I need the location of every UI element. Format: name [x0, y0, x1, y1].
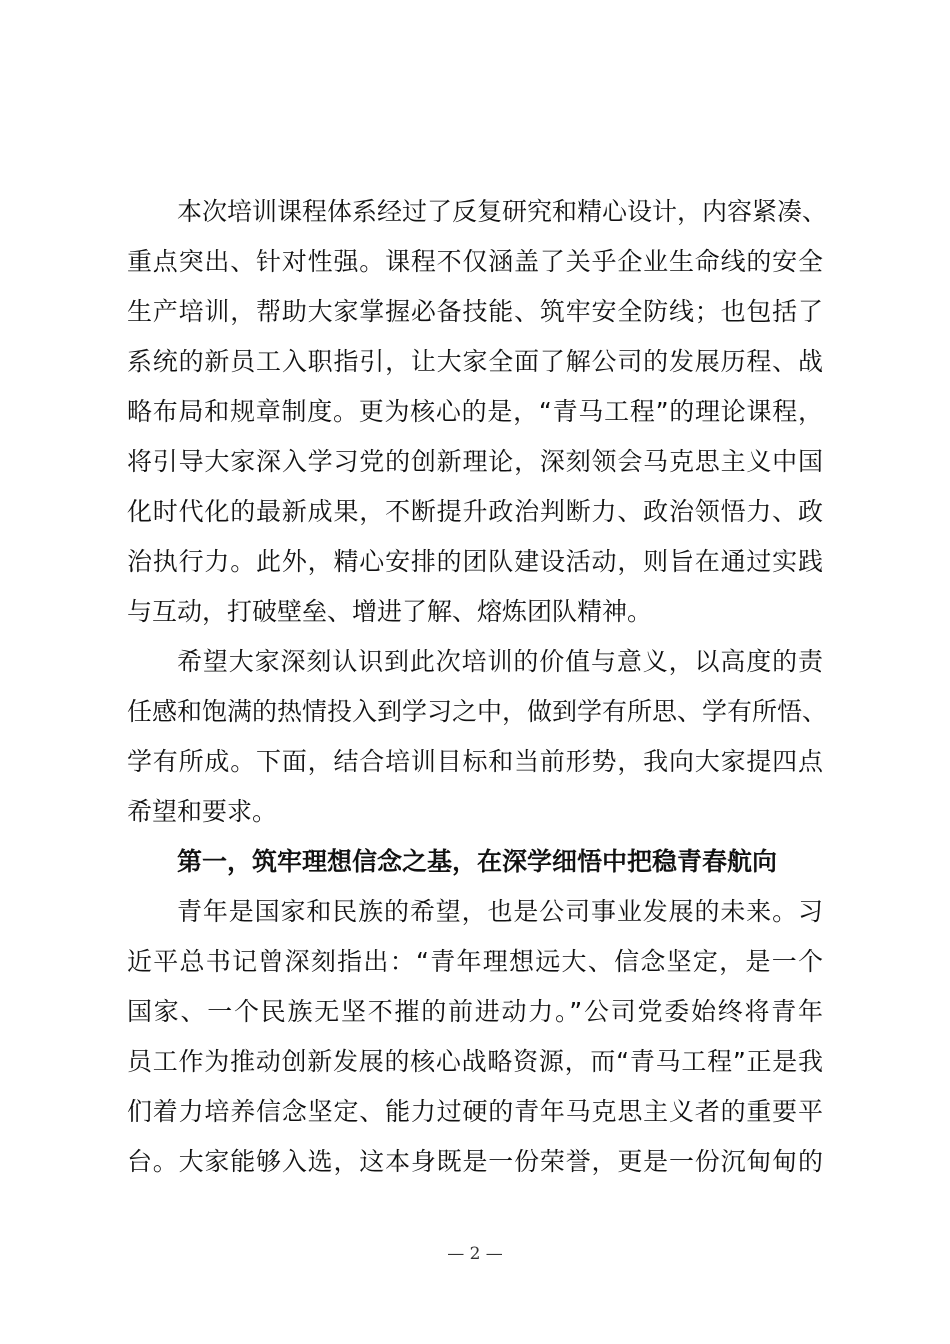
paragraph-line: 与互动，打破壁垒、增进了解、熔炼团队精神。: [127, 597, 653, 626]
paragraph-line: 治执行力。此外，精心安排的团队建设活动，则旨在通过实践: [127, 547, 823, 576]
paragraph-line: 希望和要求。: [127, 797, 278, 826]
paragraph-line: 生产培训，帮助大家掌握必备技能、筑牢安全防线；也包括了: [127, 297, 823, 326]
paragraph-line: 青年是国家和民族的希望，也是公司事业发展的未来。习: [177, 897, 823, 926]
document-body: [127, 187, 828, 1187]
paragraph-line: 学有所成。下面，结合培训目标和当前形势，我向大家提四点: [127, 747, 823, 776]
paragraph-line: 将引导大家深入学习党的创新理论，深刻领会马克思主义中国: [127, 447, 823, 476]
paragraph-line: 们着力培养信念坚定、能力过硬的青年马克思主义者的重要平: [127, 1097, 823, 1126]
paragraph-line: 略布局和规章制度。更为核心的是，“青马工程”的理论课程，: [127, 397, 823, 426]
paragraph-line: 本次培训课程体系经过了反复研究和精心设计，内容紧凑、: [177, 197, 828, 226]
paragraph-line: 系统的新员工入职指引，让大家全面了解公司的发展历程、战: [127, 347, 823, 376]
page-number: — 2 —: [447, 1244, 503, 1264]
paragraph-line: 任感和饱满的热情投入到学习之中，做到学有所思、学有所悟、: [127, 697, 828, 726]
section-heading: 第一，筑牢理想信念之基，在深学细悟中把稳青春航向: [177, 847, 778, 876]
paragraph-line: 重点突出、针对性强。课程不仅涵盖了关乎企业生命线的安全: [127, 247, 823, 276]
paragraph-line: 台。大家能够入选，这本身既是一份荣誉，更是一份沉甸甸的: [127, 1147, 823, 1176]
paragraph-line: 化时代化的最新成果，不断提升政治判断力、政治领悟力、政: [127, 497, 823, 526]
paragraph-line: 员工作为推动创新发展的核心战略资源，而“青马工程”正是我: [127, 1047, 823, 1076]
paragraph-line: 希望大家深刻认识到此次培训的价值与意义，以高度的责: [177, 647, 823, 676]
paragraph-line: 近平总书记曾深刻指出：“青年理想远大、信念坚定，是一个: [127, 947, 823, 976]
paragraph-line: 国家、一个民族无坚不摧的前进动力。”公司党委始终将青年: [127, 997, 823, 1026]
